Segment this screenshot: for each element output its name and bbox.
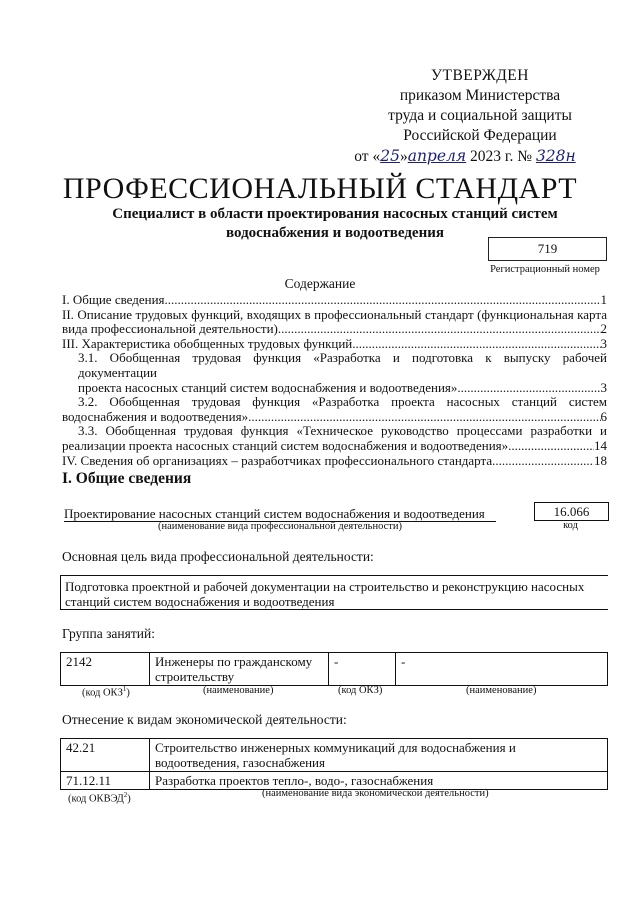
table-row (61, 653, 608, 686)
okved-code: 42.21 (61, 739, 150, 772)
toc-item-continued[interactable]: реализации проекта насосных станций систем водоснабжения и водоотведения» ..... 14 (62, 439, 607, 454)
toc-item[interactable]: 3.1. Обобщенная трудовая функция «Разработка и подготовка к выпуску рабочей документации проекта насосных станций систем водоснабжения и водоотведения» ..... 3 (62, 351, 607, 395)
activity-code-box: 16.066 (534, 502, 609, 521)
occupation-caption-code: (код ОКЗ) (338, 685, 383, 696)
toc-item[interactable]: IV. Сведения об организациях – разработчиках профессионального стандарта ..... 18 (62, 454, 607, 469)
toc-item[interactable]: I. Общие сведения ..... 1 (62, 293, 607, 308)
occupation-table (60, 652, 608, 686)
activity-code-caption: код (563, 520, 578, 531)
table-row (61, 772, 608, 790)
okved-name: Разработка проектов тепло-, водо-, газоснабжения (150, 772, 608, 790)
handwritten-day: 25 (380, 147, 400, 165)
goal-label: Основная цель вида профессиональной деятельности: (62, 549, 374, 564)
toc-item[interactable]: 3.3. Обобщенная трудовая функция «Техническое руководство процессами разработки и (78, 423, 607, 439)
approval-block (354, 66, 600, 167)
approval-title: УТВЕРЖДЕН (431, 67, 529, 84)
document-subtitle: Специалист в области проектирования насосных станций систем водоснабжения и водоотведения (112, 206, 558, 241)
toc-item[interactable]: II. Описание трудовых функций, входящих в профессиональный стандарт (функциональная карта вида профессиональной деятельности) ..... 2 (62, 308, 607, 337)
econ-label: Отнесение к видам экономической деятельности: (62, 712, 347, 727)
registration-number-box: 719 (488, 237, 607, 261)
toc-item[interactable]: III. Характеристика обобщенных трудовых функций ..... 3 (62, 337, 607, 352)
registration-number-label: Регистрационный номер (490, 264, 600, 275)
handwritten-month: апреля (407, 147, 467, 165)
okved-code: 71.12.11 (61, 772, 150, 790)
occupation-code: 2142 (61, 653, 150, 686)
approval-line: Российской Федерации (403, 127, 557, 144)
approval-line: приказом Министерства (399, 87, 561, 104)
activity-name: Проектирование насосных станций систем водоснабжения и водоотведения (64, 506, 496, 522)
toc-item[interactable]: 3.2. Обобщенная трудовая функция «Разработка проекта насосных станций систем (78, 394, 607, 410)
toc-heading: Содержание (284, 276, 356, 291)
toc-item-continued[interactable]: водоснабжения и водоотведения» ..... 6 (62, 410, 607, 425)
section-heading: I. Общие сведения (62, 470, 192, 487)
occupation-caption-name: (наименование) (203, 685, 274, 696)
order-date-number: от «25»апреля 2023 г. № 328н (354, 147, 576, 165)
occupation-label: Группа занятий: (62, 626, 155, 641)
approval-line: труда и социальной защиты (388, 107, 572, 124)
activity-caption: (наименование вида профессиональной деятельности) (158, 521, 402, 532)
econ-activity-table (60, 738, 608, 790)
econ-caption-code: (код ОКВЭД$^2$) (68, 791, 131, 805)
goal-box: Подготовка проектной и рабочей документации на строительство и реконструкцию насосных станций систем водоснабжения и водоотведения (60, 575, 608, 610)
econ-caption-name: (наименование вида экономической деятельности) (262, 788, 489, 799)
document-title: ПРОФЕССИОНАЛЬНЫЙ СТАНДАРТ (62, 172, 578, 205)
occupation-name: Инженеры по гражданскому строительству (150, 653, 329, 686)
occupation-caption-code: (код ОКЗ$^1$) (82, 685, 130, 699)
occupation-name: - (396, 653, 608, 686)
occupation-code: - (329, 653, 396, 686)
handwritten-order-number: 328н (535, 147, 576, 165)
occupation-caption-name: (наименование) (466, 685, 537, 696)
table-of-contents (62, 293, 607, 468)
okved-name: Строительство инженерных коммуникаций для водоснабжения и водоотведения, газоснабжения (150, 739, 608, 772)
table-row (61, 739, 608, 772)
